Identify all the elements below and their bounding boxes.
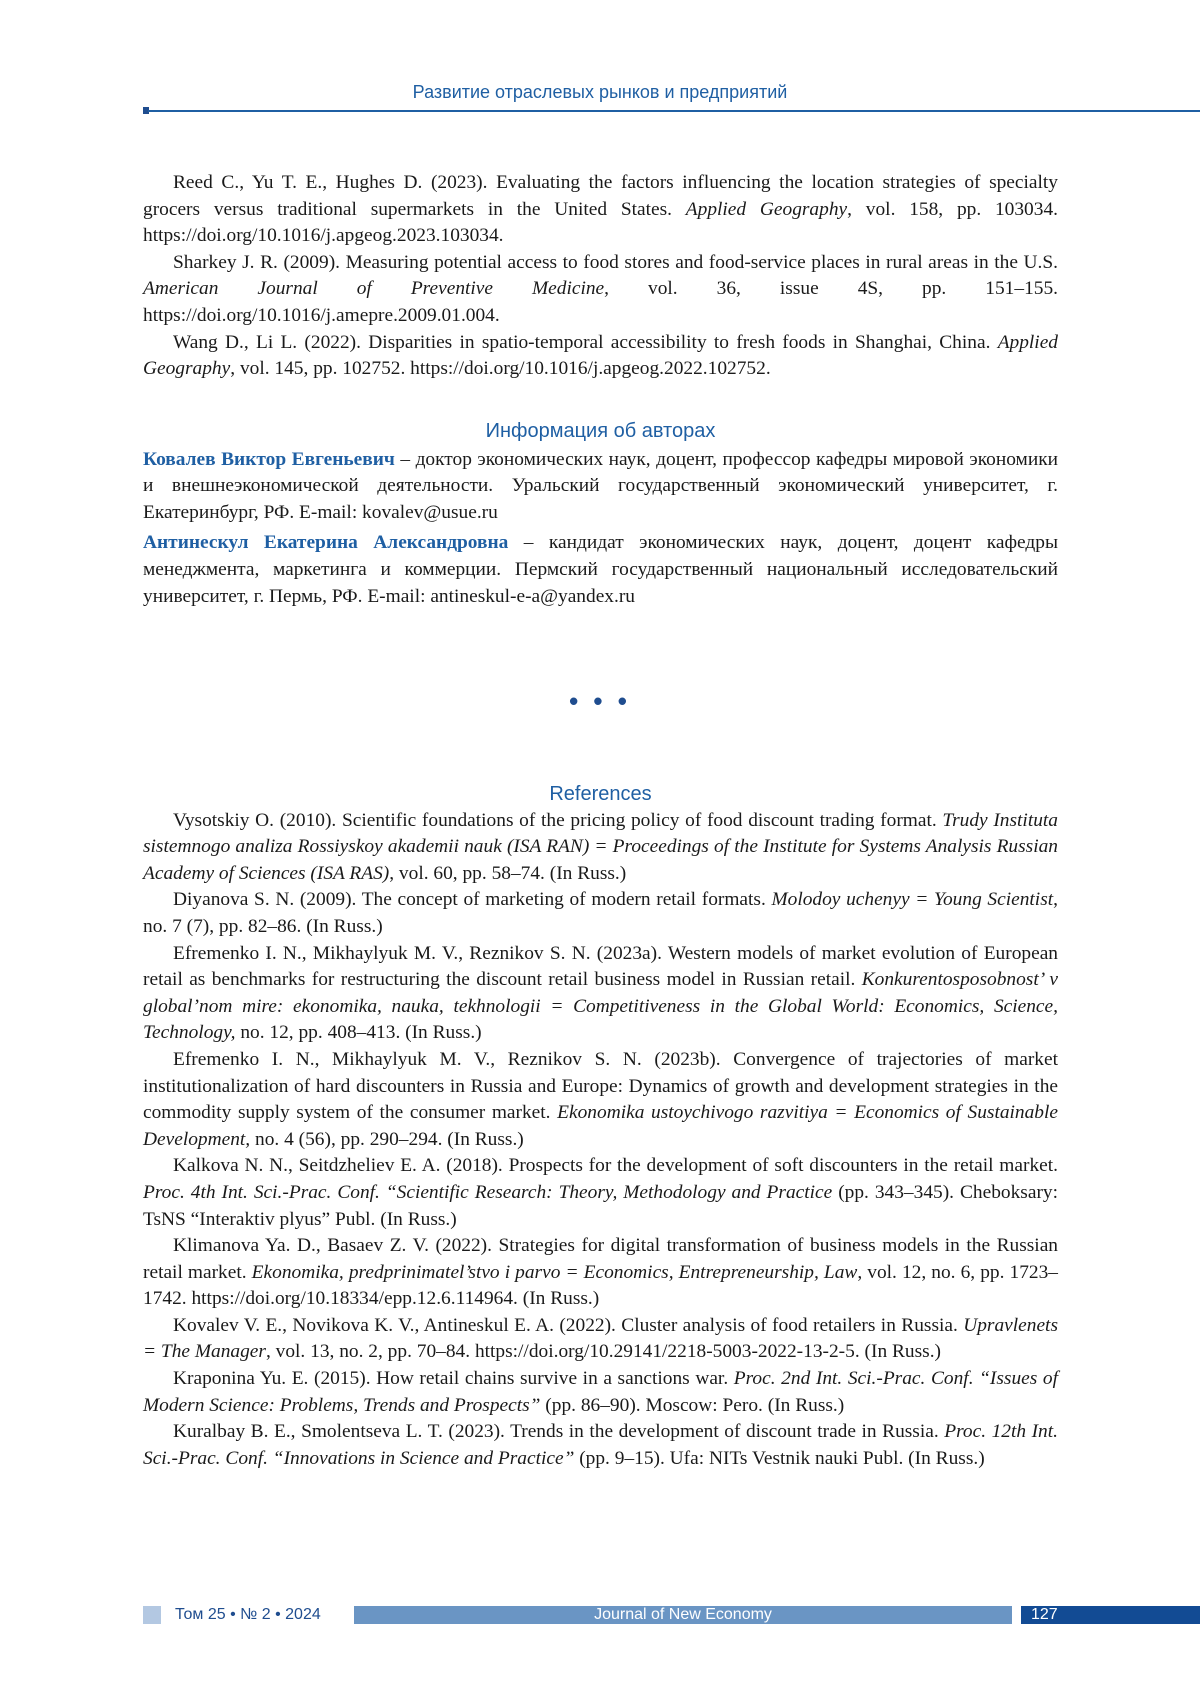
- source-title: Konkurentosposobnost’ v global’nom mire: ekonomika, nauka, tekhnologii = Competitiveness in the Global World: Economics, Science, Technology,: [143, 969, 1058, 1043]
- author-details: – кандидат экономических наук, доцент, доцент кафедры менеджмента, маркетинга и коммерции. Пермский государственный национальный исследовательский университет, г. Пермь, РФ. E-mail: antineskul-e-a@yandex.ru: [143, 532, 1058, 606]
- header-rule: [148, 110, 1200, 112]
- reference-text: Efremenko I. N., Mikhaylyuk M. V., Reznikov S. N. (2023b). Convergence of trajectories of market institutionalization of hard discounters in Russia and Europe: Dynamics of growth and development strategies in the commodity supply system of the consumer market.: [143, 1049, 1058, 1123]
- reference-text: , vol. 36, issue 4S, pp. 151–155. https://doi.org/10.1016/j.amepre.2009.01.004.: [143, 278, 1058, 326]
- author-entry: [143, 447, 1058, 527]
- author-info-heading: Информация об авторах: [143, 418, 1058, 445]
- author-details: – доктор экономических наук, доцент, профессор кафедры мировой экономики и внешнеэкономической деятельности. Уральский государственный экономический университет, г. Екатеринбург, РФ. E-mail: kovalev@usue.ru: [143, 449, 1058, 523]
- references-list: [143, 808, 1058, 1473]
- source-title: Applied Geography: [686, 199, 847, 220]
- section-separator: • • •: [0, 686, 1200, 717]
- reference-text: , vol. 60, pp. 58–74. (In Russ.): [389, 863, 626, 884]
- reference-text: no. 4 (56), pp. 290–294. (In Russ.): [250, 1129, 524, 1150]
- reference-list-continued: [143, 170, 1058, 383]
- reference-entry: [143, 941, 1058, 1047]
- reference-text: Kalkova N. N., Seitdzheliev E. A. (2018). Prospects for the development of soft discounters in the retail market.: [173, 1155, 1058, 1176]
- source-title: Ekonomika, predprinimatel’stvo i parvo = Economics, Entrepreneurship, Law: [252, 1262, 858, 1283]
- reference-text: Klimanova Ya. D., Basaev Z. V. (2022). Strategies for digital transformation of business models in the Russian retail market.: [143, 1235, 1058, 1283]
- page-footer: [0, 1605, 1200, 1625]
- reference-text: Wang D., Li L. (2022). Disparities in spatio-temporal accessibility to fresh foods in Shanghai, China.: [173, 332, 998, 353]
- footer-square-icon: [143, 1606, 161, 1624]
- source-title: Ekonomika ustoychivogo razvitiya = Economics of Sustainable Development,: [143, 1102, 1058, 1150]
- reference-entry: [143, 170, 1058, 250]
- reference-entry: [143, 1313, 1058, 1366]
- reference-entry: [143, 250, 1058, 330]
- reference-entry: [143, 1366, 1058, 1419]
- source-title: Proc. 12th Int. Sci.-Prac. Conf. “Innovations in Science and Practice”: [143, 1421, 1058, 1469]
- section-title: Развитие отраслевых рынков и предприятий: [413, 82, 788, 102]
- reference-text: , no. 7 (7), pp. 82–86. (In Russ.): [143, 889, 1058, 937]
- reference-text: , vol. 12, no. 6, pp. 1723–1742. https://doi.org/10.18334/epp.12.6.114964. (In Russ.): [143, 1262, 1058, 1310]
- author-info: [143, 418, 1058, 610]
- source-title: Upravlenets = The Manager: [143, 1315, 1058, 1363]
- reference-text: Kuralbay B. E., Smolentseva L. T. (2023). Trends in the development of discount trade in Russia.: [173, 1421, 944, 1442]
- reference-entry: [143, 1153, 1058, 1233]
- reference-entry: [143, 887, 1058, 940]
- reference-text: Kraponina Yu. E. (2015). How retail chains survive in a sanctions war.: [173, 1368, 734, 1389]
- author-name: Ковалев Виктор Евгеньевич: [143, 449, 395, 470]
- reference-entry: [143, 808, 1058, 888]
- reference-text: Kovalev V. E., Novikova K. V., Antineskul E. A. (2022). Cluster analysis of food retailers in Russia.: [173, 1315, 963, 1336]
- reference-entry: [143, 1047, 1058, 1153]
- source-title: Molodoy uchenyy = Young Scientist: [771, 889, 1053, 910]
- reference-text: Reed C., Yu T. E., Hughes D. (2023). Evaluating the factors influencing the location strategies of specialty grocers versus traditional supermarkets in the United States.: [143, 172, 1058, 220]
- source-title: Applied Geography: [143, 332, 1058, 380]
- reference-text: Vysotskiy O. (2010). Scientific foundations of the pricing policy of food discount trading format.: [173, 810, 942, 831]
- reference-entry: [143, 1419, 1058, 1472]
- source-title: American Journal of Preventive Medicine: [143, 278, 604, 299]
- reference-text: Sharkey J. R. (2009). Measuring potential access to food stores and food-service places in rural areas in the U.S.: [173, 252, 1058, 273]
- author-entry: [143, 530, 1058, 610]
- reference-text: Diyanova S. N. (2009). The concept of marketing of modern retail formats.: [173, 889, 771, 910]
- source-title: Proc. 2nd Int. Sci.-Prac. Conf. “Issues of Modern Science: Problems, Trends and Prospects”: [143, 1368, 1058, 1416]
- reference-text: , vol. 145, pp. 102752. https://doi.org/10.1016/j.apgeog.2022.102752.: [230, 358, 770, 379]
- references-heading: References: [143, 781, 1058, 808]
- journal-name: Journal of New Economy: [354, 1606, 1012, 1624]
- reference-entry: [143, 330, 1058, 383]
- reference-entry: [143, 1233, 1058, 1313]
- reference-text: (pp. 86–90). Moscow: Pero. (In Russ.): [540, 1395, 844, 1416]
- reference-text: , vol. 13, no. 2, pp. 70–84. https://doi.org/10.29141/2218-5003-2022-13-2-5. (In Russ.): [266, 1341, 941, 1362]
- reference-text: (pp. 343–345). Cheboksary: TsNS “Interaktiv plyus” Publ. (In Russ.): [143, 1182, 1058, 1230]
- reference-text: , vol. 158, pp. 103034. https://doi.org/10.1016/j.apgeog.2023.103034.: [143, 199, 1058, 247]
- running-header: [0, 82, 1200, 103]
- reference-text: Efremenko I. N., Mikhaylyuk M. V., Reznikov S. N. (2023a). Western models of market evolution of European retail as benchmarks for restructuring the discount retail business model in Russian retail.: [143, 943, 1058, 991]
- reference-text: (pp. 9–15). Ufa: NITs Vestnik nauki Publ. (In Russ.): [574, 1448, 984, 1469]
- source-title: Trudy Instituta sistemnogo analiza Rossiyskoy akademii nauk (ISA RAN) = Proceedings of the Institute for Systems Analysis Russian Academy of Sciences (ISA RAS): [143, 810, 1058, 884]
- page-number: 127: [1021, 1606, 1200, 1624]
- source-title: Proc. 4th Int. Sci.-Prac. Conf. “Scientific Research: Theory, Methodology and Practice: [143, 1182, 832, 1203]
- references-section: [143, 781, 1058, 1472]
- issue-info: Том 25 • № 2 • 2024: [175, 1606, 321, 1624]
- reference-text: no. 12, pp. 408–413. (In Russ.): [235, 1022, 481, 1043]
- author-name: Антинескул Екатерина Александровна: [143, 532, 508, 553]
